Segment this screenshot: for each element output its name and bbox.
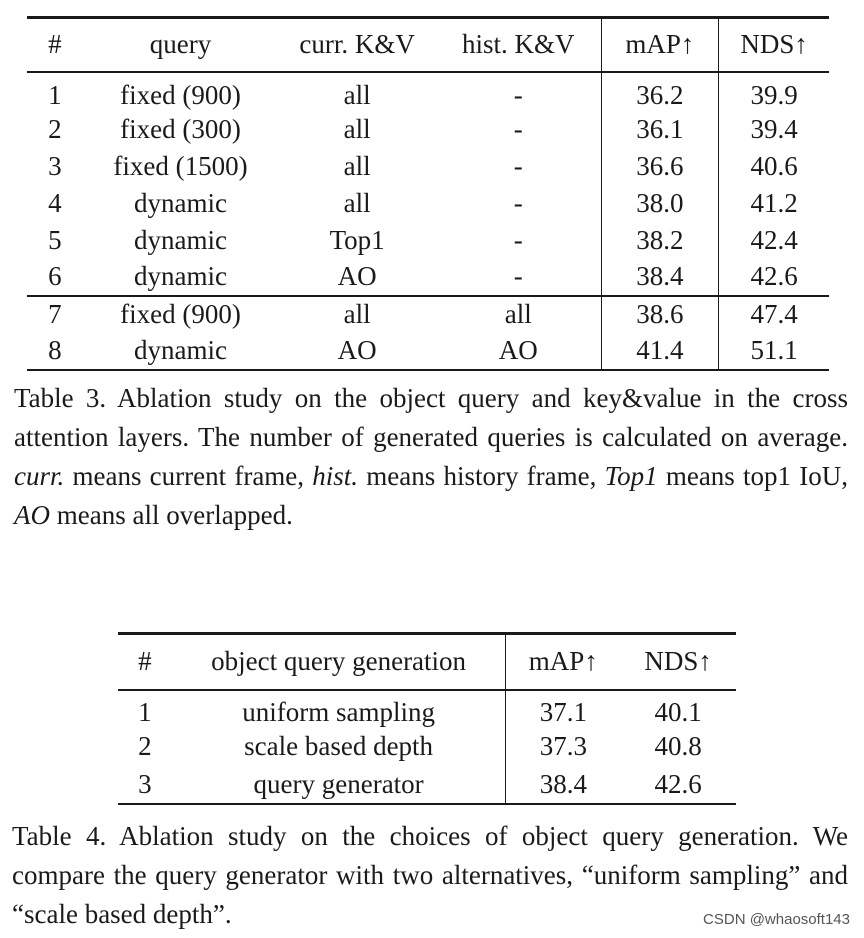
caption-text: means history frame, bbox=[358, 461, 605, 491]
table-4 bbox=[118, 632, 736, 805]
cell-nds: 39.4 bbox=[719, 111, 829, 148]
table-4-body bbox=[118, 690, 736, 804]
cell-query: dynamic bbox=[133, 261, 227, 291]
table-row bbox=[118, 690, 736, 728]
table-row bbox=[27, 72, 829, 111]
cell-curr-kv: all bbox=[343, 150, 371, 181]
cell-index: 1 bbox=[48, 79, 62, 110]
cell-curr-kv: Top1 bbox=[329, 224, 385, 255]
cell-hist-kv: - bbox=[513, 261, 523, 291]
col-header-curr-kv: curr. K&V bbox=[299, 29, 415, 60]
table-row bbox=[27, 222, 829, 259]
cell-hist-kv: - bbox=[513, 113, 523, 144]
table-3 bbox=[27, 16, 829, 371]
caption-term-curr: curr. bbox=[14, 461, 65, 491]
cell-nds: 40.1 bbox=[654, 696, 702, 727]
caption-text: Table 3. Ablation study on the object query and key&value in the cross attention layers. The number of generated queries is calculated on average. bbox=[14, 383, 848, 452]
cell-map: 41.4 bbox=[601, 333, 719, 370]
col-header-hist-kv: hist. K&V bbox=[462, 29, 575, 60]
table-3-header bbox=[27, 18, 829, 72]
cell-curr-kv: all bbox=[343, 113, 371, 144]
header-row bbox=[27, 18, 829, 72]
cell-query: fixed (900) bbox=[120, 299, 241, 329]
table-row bbox=[27, 111, 829, 148]
cell-query: dynamic bbox=[133, 187, 227, 218]
caption-text: means all overlapped. bbox=[50, 500, 293, 530]
table-row bbox=[27, 333, 829, 370]
cell-map: 36.6 bbox=[601, 148, 719, 185]
col-header-nds: NDS↑ bbox=[719, 18, 829, 72]
cell-map: 37.1 bbox=[506, 690, 620, 728]
col-header-map: mAP↑ bbox=[601, 18, 719, 72]
col-header-map: mAP↑ bbox=[506, 634, 620, 690]
cell-nds: 51.1 bbox=[719, 333, 829, 370]
cell-index: 1 bbox=[138, 696, 152, 727]
table-4-header bbox=[118, 634, 736, 690]
cell-query: fixed (300) bbox=[120, 113, 241, 144]
cell-map: 38.0 bbox=[601, 185, 719, 222]
cell-nds: 42.4 bbox=[719, 222, 829, 259]
cell-hist-kv: AO bbox=[498, 335, 538, 365]
cell-nds: 41.2 bbox=[719, 185, 829, 222]
cell-curr-kv: all bbox=[343, 299, 371, 329]
cell-curr-kv: AO bbox=[337, 335, 377, 365]
cell-hist-kv: - bbox=[513, 150, 523, 181]
cell-map: 38.4 bbox=[601, 259, 719, 296]
cell-index: 4 bbox=[48, 187, 62, 218]
caption-term-ao: AO bbox=[14, 500, 50, 530]
cell-map: 36.2 bbox=[601, 72, 719, 111]
cell-query: fixed (1500) bbox=[113, 150, 248, 181]
header-row bbox=[118, 634, 736, 690]
cell-map: 38.6 bbox=[601, 296, 719, 333]
col-header-query: query bbox=[149, 29, 212, 60]
cell-map: 38.2 bbox=[601, 222, 719, 259]
cell-generation: query generator bbox=[253, 768, 424, 799]
cell-nds: 40.6 bbox=[719, 148, 829, 185]
cell-hist-kv: - bbox=[513, 187, 523, 218]
caption-text: means current frame, bbox=[64, 461, 313, 491]
cell-index: 3 bbox=[138, 768, 152, 799]
table-row bbox=[27, 185, 829, 222]
table-3-group-2 bbox=[27, 296, 829, 370]
cell-index: 8 bbox=[48, 335, 62, 365]
table-row bbox=[27, 296, 829, 333]
cell-map: 36.1 bbox=[601, 111, 719, 148]
cell-generation: uniform sampling bbox=[242, 696, 435, 727]
cell-index: 6 bbox=[48, 261, 62, 291]
cell-index: 5 bbox=[48, 224, 62, 255]
col-header-index: # bbox=[48, 29, 62, 60]
col-header-index: # bbox=[138, 646, 152, 677]
table-3-caption bbox=[14, 379, 848, 535]
cell-index: 2 bbox=[48, 113, 62, 144]
cell-hist-kv: - bbox=[513, 224, 523, 255]
cell-index: 7 bbox=[48, 299, 62, 329]
table-row bbox=[118, 728, 736, 766]
cell-query: dynamic bbox=[133, 335, 227, 365]
cell-query: fixed (900) bbox=[120, 79, 241, 110]
table-row bbox=[27, 259, 829, 296]
table-3-group-1 bbox=[27, 72, 829, 296]
cell-map: 37.3 bbox=[506, 728, 620, 766]
watermark: CSDN @whaosoft143 bbox=[703, 911, 850, 928]
cell-nds: 42.6 bbox=[654, 768, 702, 799]
col-header-nds: NDS↑ bbox=[644, 646, 712, 677]
caption-term-hist: hist. bbox=[312, 461, 359, 491]
cell-generation: scale based depth bbox=[244, 731, 434, 761]
cell-hist-kv: - bbox=[513, 79, 523, 110]
cell-nds: 39.9 bbox=[719, 72, 829, 111]
col-header-generation: object query generation bbox=[211, 646, 467, 677]
cell-nds: 47.4 bbox=[719, 296, 829, 333]
cell-index: 2 bbox=[138, 731, 152, 761]
caption-text: means top1 IoU, bbox=[657, 461, 848, 491]
table-4-caption: Table 4. Ablation study on the choices of object query generation. We compare the query generator with two alternatives, “uniform sampling” and “scale based depth”. bbox=[12, 821, 848, 929]
cell-curr-kv: all bbox=[343, 187, 371, 218]
cell-nds: 40.8 bbox=[654, 731, 702, 761]
cell-hist-kv: all bbox=[504, 299, 532, 329]
cell-query: dynamic bbox=[133, 224, 227, 255]
table-row bbox=[27, 148, 829, 185]
cell-nds: 42.6 bbox=[719, 259, 829, 296]
table-row bbox=[118, 766, 736, 804]
caption-term-top1: Top1 bbox=[604, 461, 658, 491]
cell-index: 3 bbox=[48, 150, 62, 181]
cell-curr-kv: all bbox=[343, 79, 371, 110]
cell-map: 38.4 bbox=[506, 766, 620, 804]
cell-curr-kv: AO bbox=[337, 261, 377, 291]
